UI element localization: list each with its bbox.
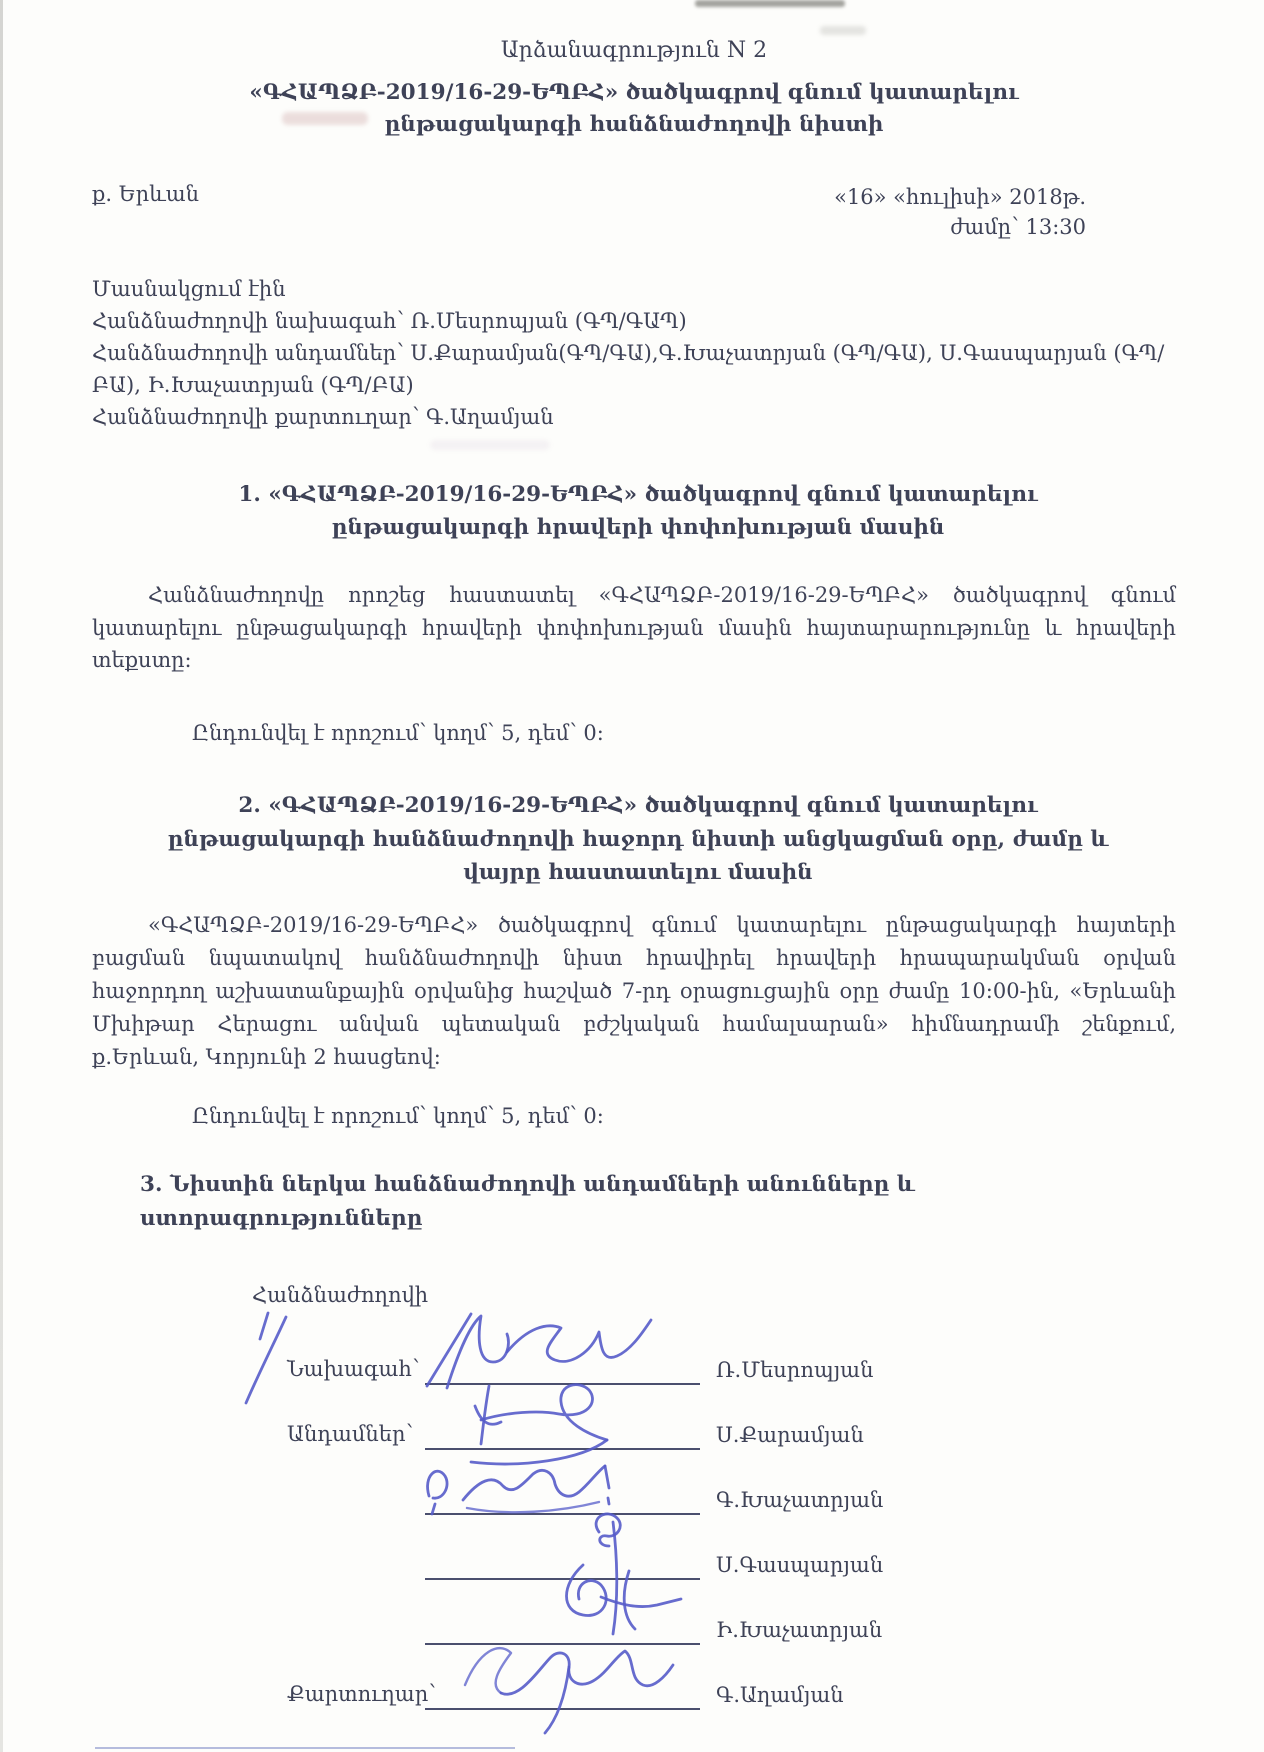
scan-bottom-line xyxy=(95,1747,515,1749)
signature-row-secretary xyxy=(92,1645,1176,1710)
meta-row xyxy=(92,182,1176,243)
signature-aghamyan xyxy=(449,1627,699,1742)
signer-name: Գ.Աղամյան xyxy=(716,1682,844,1707)
signature-row-member xyxy=(92,1515,1176,1580)
signer-name: Ս.Քարամյան xyxy=(716,1422,864,1447)
signer-name: Ռ.Մեսրոպյան xyxy=(716,1357,874,1382)
document-subtitle: «ԳՀԱՊՁԲ-2019/16-29-ԵՊԲՀ» ծածկագրով գնում կատարելու ընթացակարգի հանձնաժողովի նիստի xyxy=(249,80,1019,138)
participants-block xyxy=(92,274,1176,434)
section-1-heading: 1. «ԳՀԱՊՁԲ-2019/16-29-ԵՊԲՀ» ծածկագրով գնում կատարելու ընթացակարգի հրավերի փոփոխության մասին xyxy=(238,481,1038,541)
signing-block xyxy=(92,1283,1176,1710)
signer-name: Ս.Գասպարյան xyxy=(716,1552,884,1577)
signature-row-member xyxy=(92,1580,1176,1645)
signature-line xyxy=(425,1448,700,1515)
signature-line xyxy=(425,1383,700,1450)
section-2-vote: Ընդունվել է որոշում՝ կողմ՝ 5, դեմ՝ 0: xyxy=(192,1104,604,1129)
signature-line xyxy=(425,1578,700,1645)
signer-name: Գ.Խաչատրյան xyxy=(716,1487,884,1512)
role-label: Նախագահ՝ xyxy=(287,1356,420,1381)
signature-row-member xyxy=(92,1450,1176,1515)
date-block xyxy=(834,182,1086,243)
document-title: Արձանագրություն N 2 xyxy=(500,38,768,63)
role-label: Անդամներ՝ xyxy=(287,1421,414,1446)
section-1-body: Հանձնաժողովը որոշեց հաստատել «ԳՀԱՊՁԲ-2019/16-29-ԵՊԲՀ» ծածկագրով գնում կատարելու ընթացակարգի հրավերի փոփոխության մասին հայտարարությունը և հրավերի տեքստը: xyxy=(92,582,1176,673)
signature-line xyxy=(425,1305,700,1385)
section-2-heading: 2. «ԳՀԱՊՁԲ-2019/16-29-ԵՊԲՀ» ծածկագրով գնում կատարելու ընթացակարգի հանձնաժողովի հաջորդ նիստի անցկացման օրը, ժամը և վայրը հաստատելու մասին xyxy=(167,793,1109,886)
pen-slash-mark xyxy=(242,1309,302,1409)
commission-label: Հանձնաժողովի xyxy=(252,1282,429,1307)
time-label: ժամը՝ 13:30 xyxy=(950,214,1086,239)
section-1-vote: Ընդունվել է որոշում՝ կողմ՝ 5, դեմ՝ 0: xyxy=(192,721,604,746)
role-label: Քարտուղար՝ xyxy=(287,1681,436,1706)
signer-name: Ի.Խաչատրյան xyxy=(716,1617,883,1642)
signature-line xyxy=(425,1513,700,1580)
participants-intro: Մասնակցում էին xyxy=(92,277,286,302)
date-label: «16» «հուլիսի» 2018թ. xyxy=(834,184,1086,209)
signature-line xyxy=(425,1643,700,1710)
participants-secretary: Հանձնաժողովի քարտուղար՝ Գ.Աղամյան xyxy=(92,405,554,429)
section-2-body: «ԳՀԱՊՁԲ-2019/16-29-ԵՊԲՀ» ծածկագրով գնում կատարելու ընթացակարգի հայտերի բացման նպատակով հանձնաժողովի նիստ հրավիրել հրավերի հրապարակման օրվան հաջորդող աշխատանքային օրվանից հաշված 7-րդ օրացուցային օրը ժամը 10:00-ին, «Երևանի Մխիթար Հերացու անվան պետական բժշկական համալսարան» հիմնադրամի շենքում, ք.Երևան, Կորյունի 2 հասցեով: xyxy=(92,913,1176,1070)
section-3-heading: 3. Նիստին ներկա հանձնաժողովի անդամների անունները և ստորագրությունները xyxy=(140,1172,915,1231)
signature-mesropyan xyxy=(419,1300,709,1395)
participants-chairman: Հանձնաժողովի նախագահ՝ Ռ.Մեսրոպյան (ԳՊ/ԳԱՊ) xyxy=(92,309,687,334)
city-label: ք. Երևան xyxy=(92,181,199,206)
participants-members: Հանձնաժողովի անդամներ՝ Ս.Քարամյան(ԳՊ/ԳԱ),Գ.Խաչատրյան (ԳՊ/ԳԱ), Ս.Գասպարյան (ԳՊ/ԲԱ), Ի.Խաչատրյան (ԳՊ/ԲԱ) xyxy=(92,341,1165,398)
